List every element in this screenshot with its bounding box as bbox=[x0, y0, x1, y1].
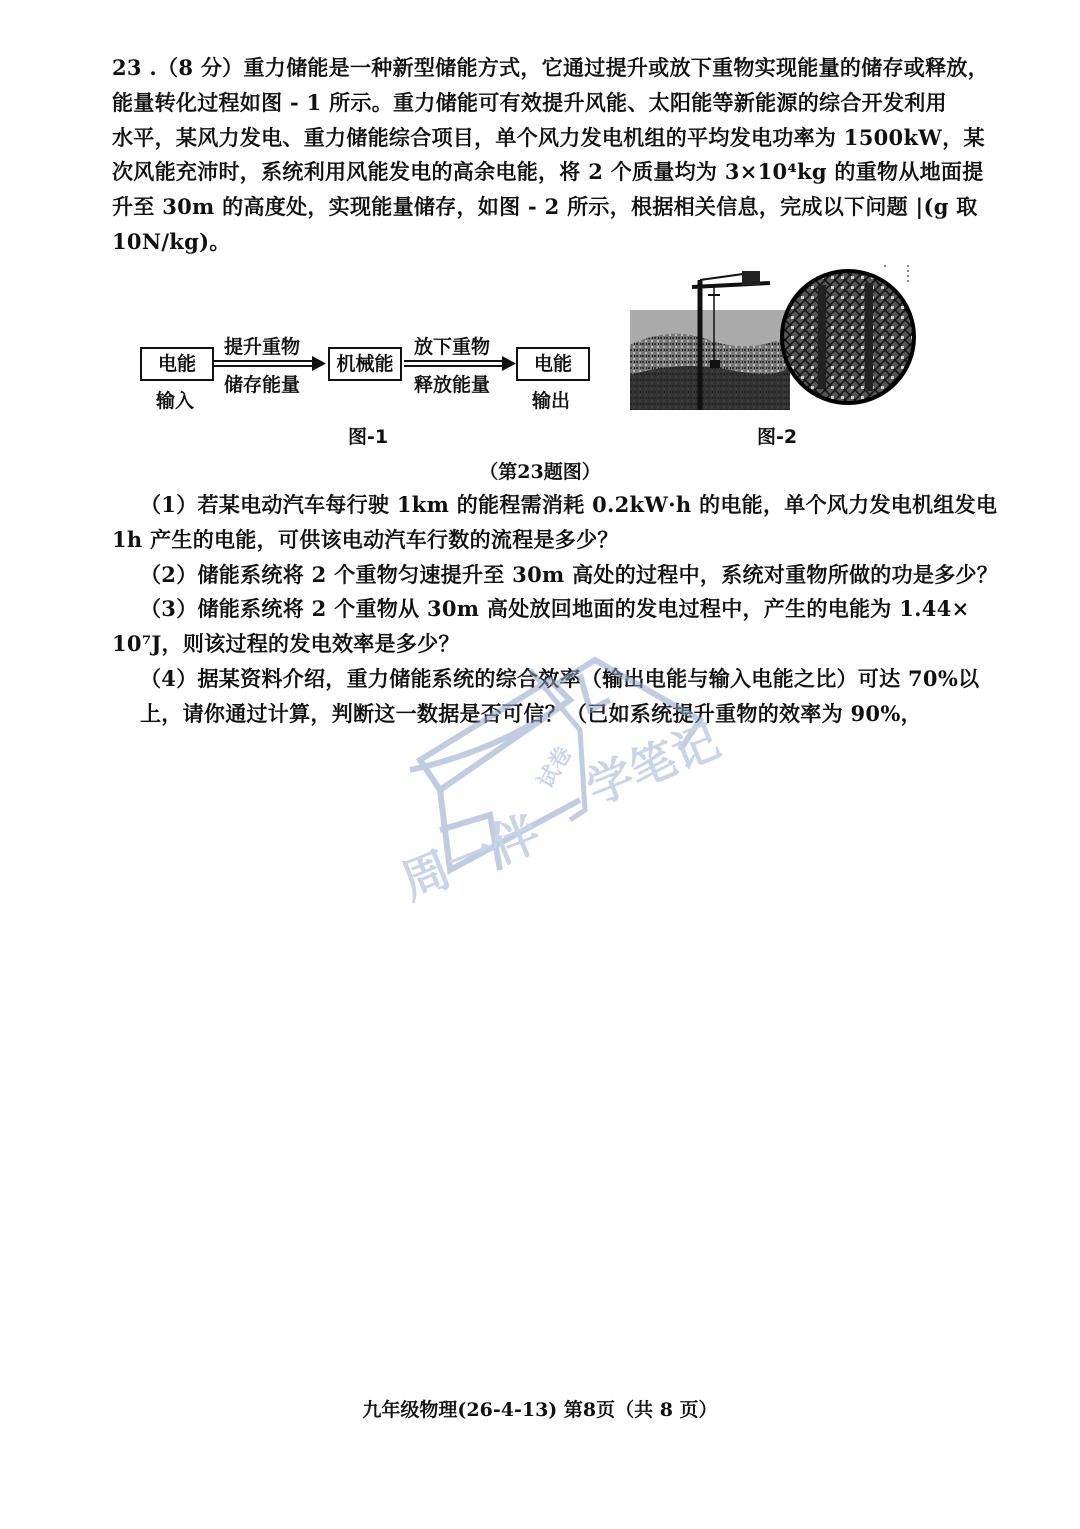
label-output: 输出 bbox=[532, 390, 571, 412]
question-23-intro bbox=[112, 51, 989, 260]
book-pen-logo-icon bbox=[380, 640, 760, 940]
figure-2-photo bbox=[630, 265, 920, 448]
gravity-storage-photo bbox=[630, 265, 920, 415]
figure-1-caption: 图-1 bbox=[348, 426, 389, 448]
label-input: 输入 bbox=[156, 390, 195, 412]
text-line: 上，请你通过计算，判断这一数据是否可信？（已如系统提升重物的效率为 90%， bbox=[140, 700, 922, 726]
watermark-logo bbox=[380, 640, 760, 940]
figure-1-energy-flow bbox=[138, 330, 598, 450]
box-electric-output: 电能 bbox=[516, 347, 590, 381]
figure-2-caption: 图-2 bbox=[757, 426, 798, 448]
text-line: 1h 产生的电能，可供该电动汽车行数的流程是多少？ bbox=[112, 526, 619, 552]
text-line: 升至 30m 的高度处，实现能量储存，如图 - 2 所示，根据相关信息，完成以下问题 |(g 取 bbox=[112, 194, 978, 220]
text-line: 10⁷J，则该过程的发电效率是多少？ bbox=[112, 631, 460, 657]
watermark-text-3: 学笔记 bbox=[578, 713, 728, 816]
text-line: （1）若某电动汽车每行驶 1km 的能程需消耗 0.2kW·h 的电能，单个风力发电机组发电 bbox=[140, 492, 998, 517]
page-footer: 九年级物理(26-4-13) 第8页（共 8 页） bbox=[362, 1399, 718, 1421]
figure-group-caption: （第23题图） bbox=[479, 461, 601, 483]
text-line: 10N/kg)。 bbox=[112, 228, 231, 254]
text-line: 能量转化过程如图 - 1 所示。重力储能可有效提升风能、太阳能等新能源的综合开发利用 bbox=[112, 89, 947, 115]
box-mechanical: 机械能 bbox=[328, 347, 402, 381]
text-line: （2）储能系统将 2 个重物匀速提升至 30m 高处的过程中，系统对重物所做的功是多少？ bbox=[140, 561, 999, 587]
arrow1-bottom-label: 储存能量 bbox=[224, 374, 301, 396]
text-line: 次风能充沛时，系统利用风能发电的高余电能，将 2 个质量均为 3×10⁴kg 的重物从地面提 bbox=[112, 159, 984, 185]
arrow1-top-label: 提升重物 bbox=[224, 336, 301, 358]
arrow2-bottom-label: 释放能量 bbox=[414, 374, 491, 396]
text-line: （3）储能系统将 2 个重物从 30m 高处放回地面的发电过程中，产生的电能为 1.44× bbox=[140, 596, 970, 622]
text-line: 水平，某风力发电、重力储能综合项目，单个风力发电机组的平均发电功率为 1500kW，某 bbox=[112, 124, 985, 150]
watermark-text-2: 试卷 bbox=[533, 742, 578, 793]
text-line: （4）据某资料介绍，重力储能系统的综合效率（输出电能与输入电能之比）可达 70%以 bbox=[140, 665, 980, 691]
arrow2-top-label: 放下重物 bbox=[414, 336, 491, 358]
text-line: 23 .（8 分）重力储能是一种新型储能方式，它通过提升或放下重物实现能量的储存或释放， bbox=[112, 55, 989, 80]
watermark-text-1: 周一伴 bbox=[393, 805, 549, 912]
box-electric-input: 电能 bbox=[140, 347, 214, 381]
